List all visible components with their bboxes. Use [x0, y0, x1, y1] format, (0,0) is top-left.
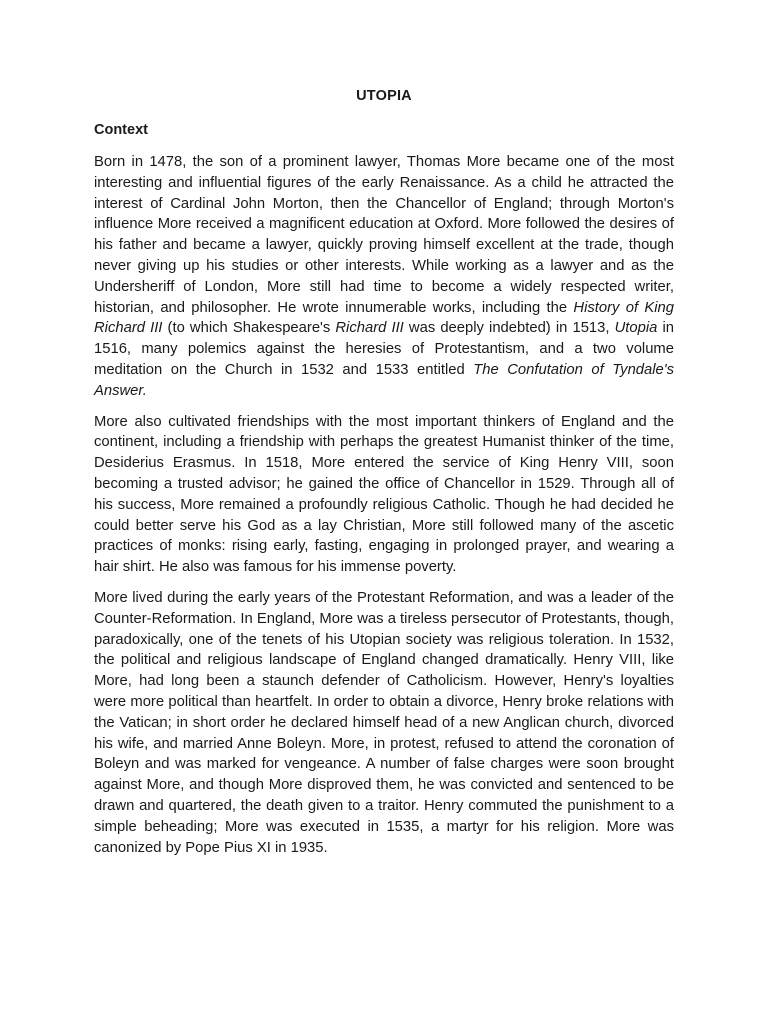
paragraph-2 [94, 412, 674, 578]
text-run: More also cultivated friendships with the most important thinkers of England and the continent, including a friendship with perhaps the greatest Humanist thinker of the time, Desiderius Erasmus. In 1518, More entered the service of King Henry VIII, soon becoming a trusted advisor; he gained the office of Chancellor in 1529. Through all of his success, More remained a profoundly religious Catholic. Though he had decided he could better serve his God as a lay Christian, More still followed many of the ascetic practices of monks: rising early, fasting, engaging in prolonged prayer, and wearing a hair shirt. He also was famous for his immense poverty. [94, 413, 674, 576]
paragraph-3 [94, 588, 674, 858]
text-run: Born in 1478, the son of a prominent lawyer, Thomas More became one of the most interesting and influential figures of the early Renaissance. As a child he attracted the interest of Cardinal John Morton, then the Chancellor of England; through Morton's influence More received a magnificent education at Oxford. More followed the desires of his father and became a lawyer, quickly proving himself excellent at the trade, though never giving up his studies or other interests. While working as a lawyer and as the Undersheriff of London, More still had time to become a widely respected writer, historian, and philosopher. He wrote innumerable works, including the [94, 154, 674, 316]
text-run: (to which Shakespeare's [162, 320, 336, 337]
italic-title-run: Richard III [335, 320, 404, 337]
text-run: was deeply indebted) in 1513, [403, 320, 615, 337]
italic-title-run: Utopia [614, 320, 658, 337]
document-page [94, 88, 674, 868]
document-title: UTOPIA [356, 88, 412, 104]
section-heading: Context [94, 122, 148, 138]
text-run: in 1516, many polemics against the heresies of Protestantism, and a two volume meditation on the Church in 1532 and 1533 entitled [94, 320, 674, 378]
italic-title-run: The Confutation of Tyndale's Answer. [94, 361, 674, 399]
italic-title-run: History of King Richard III [94, 299, 674, 337]
paragraph-1 [94, 152, 674, 402]
text-run: More lived during the early years of the Protestant Reformation, and was a leader of the Counter-Reformation. In England, More was a tireless persecutor of Protestants, though, paradoxically, one of the tenets of his Utopian society was religious toleration. In 1532, the political and religious landscape of England changed dramatically. Henry VIII, like More, had long been a staunch defender of Catholicism. However, Henry's loyalties were more political than heartfelt. In order to obtain a divorce, Henry broke relations with the Vatican; in short order he declared himself head of a new Anglican church, divorced his wife, and married Anne Boleyn. More, in protest, refused to attend the coronation of Boleyn and was marked for vengeance. A number of false charges were soon brought against More, and though More disproved them, he was convicted and sentenced to be drawn and quartered, the death given to a traitor. Henry commuted the punishment to a simple beheading; More was executed in 1535, a martyr for his religion. More was canonized by Pope Pius XI in 1935. [94, 589, 674, 856]
